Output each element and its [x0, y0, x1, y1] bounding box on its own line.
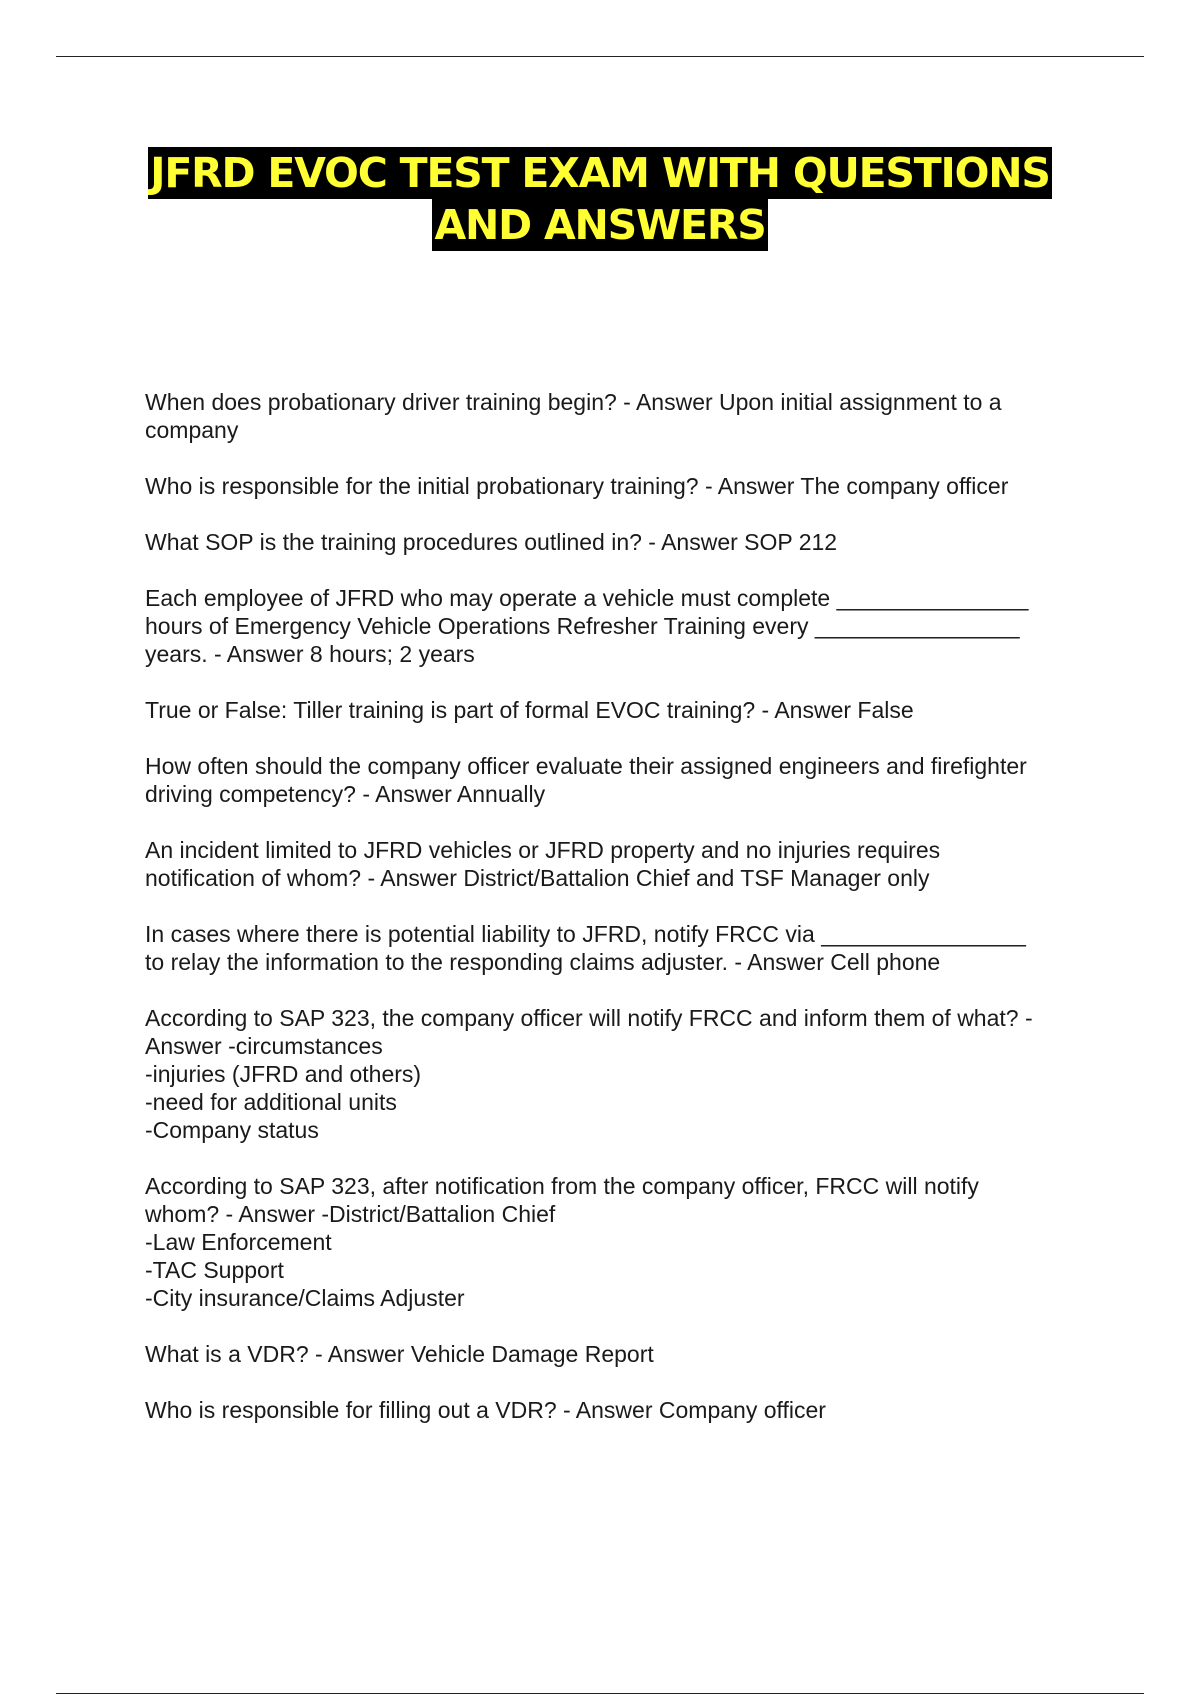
qa-item-8: In cases where there is potential liability to JFRD, notify FRCC via ________________ to relay the information to the responding claims adjuster. - Answer Cell phone — [145, 921, 1026, 975]
qa-item-12: Who is responsible for filling out a VDR? - Answer Company officer — [145, 1397, 826, 1423]
bottom-divider — [56, 1693, 1144, 1694]
qa-item-5: True or False: Tiller training is part of formal EVOC training? - Answer False — [145, 697, 914, 723]
qa-item-3: What SOP is the training procedures outlined in? - Answer SOP 212 — [145, 529, 838, 555]
qa-item-1: When does probationary driver training begin? - Answer Upon initial assignment to a company — [145, 389, 1002, 443]
qa-item-7: An incident limited to JFRD vehicles or JFRD property and no injuries requires notification of whom? - Answer District/Battalion Chief and TSF Manager only — [145, 837, 941, 891]
top-divider — [56, 56, 1144, 57]
page-title — [0, 147, 1200, 251]
title-line-2: AND ANSWERS — [434, 201, 766, 249]
qa-list — [145, 388, 1090, 1452]
qa-item-2: Who is responsible for the initial probationary training? - Answer The company officer — [145, 473, 1009, 499]
qa-item-10: According to SAP 323, after notification from the company officer, FRCC will notify whom? - Answer -District/Battalion Chief -Law Enforcement -TAC Support -City insurance/Claims Adjuster — [145, 1173, 979, 1311]
qa-item-6: How often should the company officer evaluate their assigned engineers and firefighter driving competency? - Answer Annually — [145, 753, 1027, 807]
qa-item-11: What is a VDR? - Answer Vehicle Damage Report — [145, 1341, 654, 1367]
qa-item-4: Each employee of JFRD who may operate a vehicle must complete _______________ hours of Emergency Vehicle Operations Refresher Training every ________________ years. - Answer 8 hours; 2 years — [145, 585, 1029, 667]
title-line-1: JFRD EVOC TEST EXAM WITH QUESTIONS — [150, 149, 1050, 197]
qa-item-9: According to SAP 323, the company officer will notify FRCC and inform them of what? - Answer -circumstances -injuries (JFRD and others) -need for additional units -Company status — [145, 1005, 1033, 1143]
